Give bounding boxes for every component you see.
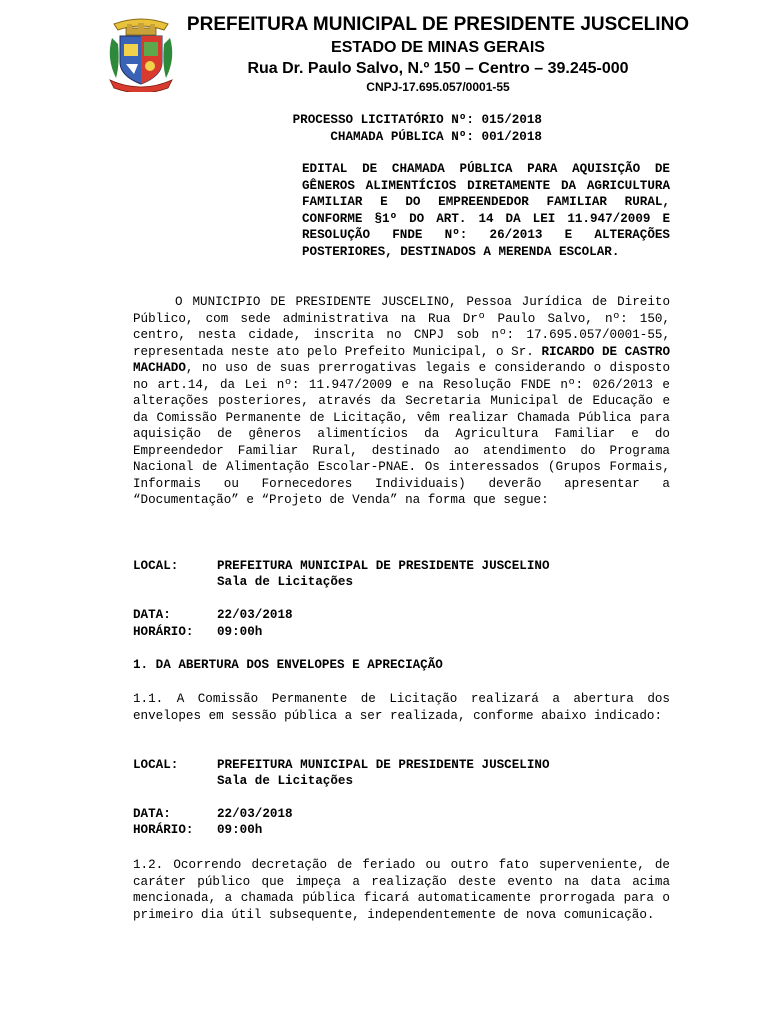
time-value: 09:00h	[217, 625, 263, 639]
section-heading: 1. DA ABERTURA DOS ENVELOPES E APRECIAÇÃO	[133, 658, 443, 672]
item-1-2: 1.2. Ocorrendo decretação de feriado ou outro fato superveniente, de caráter público que impeça a realização deste evento na data acima mencionada, a chamada pública ficará automaticamente prorrogada para o primeiro dia útil subsequente, independentemente de nova comunicação.	[133, 858, 670, 922]
local-label: LOCAL:	[133, 559, 179, 573]
date-value: 22/03/2018	[217, 608, 293, 622]
local-value: PREFEITURA MUNICIPAL DE PRESIDENTE JUSCELINO	[217, 758, 550, 772]
municipality-title: PREFEITURA MUNICIPAL DE PRESIDENTE JUSCELINO	[186, 14, 690, 35]
date-value: 22/03/2018	[217, 807, 293, 821]
address-line: Rua Dr. Paulo Salvo, N.º 150 – Centro – 39.245-000	[247, 60, 629, 77]
time-label: HORÁRIO:	[133, 625, 194, 639]
time-label: HORÁRIO:	[133, 823, 194, 837]
item-1-1: 1.1. A Comissão Permanente de Licitação realizará a abertura dos envelopes em sessão pública a ser realizada, conforme abaixo indicado:	[133, 692, 670, 723]
local-room: Sala de Licitações	[217, 575, 354, 589]
process-number: PROCESSO LICITATÓRIO Nº: 015/2018	[292, 113, 542, 127]
coat-of-arms-icon	[106, 14, 176, 92]
local-room: Sala de Licitações	[217, 774, 354, 788]
intro-paragraph	[133, 294, 670, 509]
edital-title: EDITAL DE CHAMADA PÚBLICA PARA AQUISIÇÃO DE GÊNEROS ALIMENTÍCIOS DIRETAMENTE DA AGRICULTURA FAMILIAR E DO EMPREENDEDOR FAMILIAR RURAL, CONFORME §1º DO ART. 14 DA LEI 11.947/2009 E RESOLUÇÃO FNDE Nº: 26/2013 E ALTERAÇÕES POSTERIORES, DESTINADOS A MERENDA ESCOLAR.	[302, 162, 670, 259]
public-call-number: CHAMADA PÚBLICA Nº: 001/2018	[330, 129, 542, 144]
intro-text-start: O MUNICIPIO DE PRESIDENTE JUSCELINO, Pessoa Jurídica de Direito Público, com sede administrativa na Rua Drº Paulo Salvo, nº: 150, centro, nesta cidade, inscrita no CNPJ sob nº: 17.695.057/0001-55, representada neste ato pelo Prefeito Municipal, o Sr.	[133, 295, 670, 359]
mayor-name: RICARDO DE CASTRO MACHADO	[133, 344, 670, 375]
letterhead	[0, 0, 770, 100]
local-value: PREFEITURA MUNICIPAL DE PRESIDENTE JUSCELINO	[217, 559, 550, 573]
local-label: LOCAL:	[133, 758, 179, 772]
state-name: ESTADO DE MINAS GERAIS	[331, 39, 545, 56]
intro-text-end: , no uso de suas prerrogativas legais e considerando o disposto no art.14, da Lei nº: 11.947/2009 e na Resolução FNDE nº: 026/2013 e alterações posteriores, através da Secretaria Municipal de Educação e da Comissão Permanente de Licitação, vêm realizar Chamada Pública para aquisição de gêneros alimentícios da Agricultura Familiar e do Empreendedor Familiar Rural, destinado ao atendimento do Programa Nacional de Alimentação Escolar-PNAE. Os interessados (Grupos Formais, Informais ou Fornecedores Individuais) deverão apresentar a “Documentação” e “Projeto de Venda” na forma que segue:	[133, 361, 670, 507]
time-value: 09:00h	[217, 823, 263, 837]
date-label: DATA:	[133, 608, 171, 622]
date-label: DATA:	[133, 807, 171, 821]
process-info	[0, 112, 542, 145]
cnpj-line: CNPJ-17.695.057/0001-55	[366, 80, 510, 94]
